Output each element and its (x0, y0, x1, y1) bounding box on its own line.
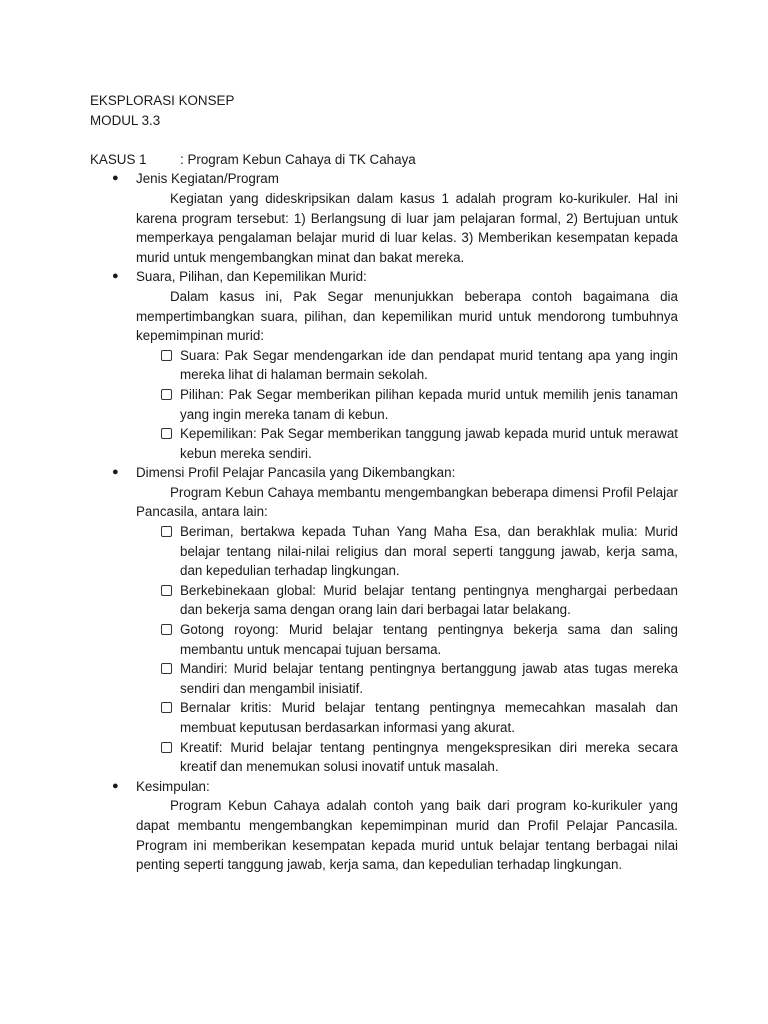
case-title: : Program Kebun Cahaya di TK Cahaya (180, 151, 416, 167)
checkbox-icon (161, 428, 172, 439)
checkbox-list (136, 522, 678, 777)
list-item (136, 424, 678, 463)
checkbox-icon (161, 526, 172, 537)
checkbox-icon (161, 585, 172, 596)
section-title: Suara, Pilihan, dan Kepemilikan Murid: (136, 269, 367, 285)
section-dimensi-profil (90, 463, 678, 777)
bullet-icon: ● (112, 779, 119, 792)
list-item (136, 620, 678, 659)
section-suara-pilihan (90, 267, 678, 463)
case-label: KASUS 1 (90, 151, 147, 167)
list-item (136, 698, 678, 737)
document-body (90, 91, 678, 875)
checkbox-icon (161, 389, 172, 400)
section-paragraph (136, 287, 678, 346)
list-item-text: Beriman, bertakwa kepada Tuhan Yang Maha Esa, dan berakhlak mulia: Murid belajar tentang nilai-nilai religius dan moral seperti tanggung jawab, kerja sama, dan kepedulian terhadap lingkungan. (180, 524, 678, 579)
checkbox-icon (161, 624, 172, 635)
section-paragraph (136, 189, 678, 267)
checkbox-list (136, 346, 678, 464)
paragraph-text: Dalam kasus ini, Pak Segar menunjukkan beberapa contoh bagaimana dia mempertimbangkan suara, pilihan, dan kepemilikan murid untuk mendorong tumbuhnya kepemimpinan murid: (136, 288, 678, 344)
section-paragraph (136, 483, 678, 522)
section-kesimpulan (90, 777, 678, 797)
section-jenis-kegiatan (90, 169, 678, 267)
section-title: Kesimpulan: (136, 778, 210, 794)
bullet-icon: ● (112, 270, 119, 283)
list-item-text: Gotong royong: Murid belajar tentang pentingnya bekerja sama dan saling membantu untuk mencapai tujuan bersama. (180, 622, 678, 657)
section-title: Dimensi Profil Pelajar Pancasila yang Dikembangkan: (136, 465, 456, 481)
list-item (136, 522, 678, 581)
list-item-text: Mandiri: Murid belajar tentang pentingnya bertanggung jawab atas tugas mereka sendiri dan mengambil inisiatif. (180, 661, 678, 696)
list-item (136, 385, 678, 424)
checkbox-icon (161, 350, 172, 361)
conclusion-paragraph (90, 796, 678, 874)
module-label: MODUL 3.3 (90, 112, 161, 128)
checkbox-icon (161, 702, 172, 713)
case-heading (90, 150, 678, 170)
document-title: EKSPLORASI KONSEP (90, 93, 235, 108)
paragraph-text: Kegiatan yang dideskripsikan dalam kasus 1 adalah program ko-kurikuler. Hal ini karena program tersebut: 1) Berlangsung di luar jam pelajaran formal, 2) Bertujuan untuk memperkaya pengalaman belajar murid di luar kelas. 3) Memberikan kesempatan kepada murid untuk mengembangkan minat dan bakat mereka. (136, 190, 678, 265)
bullet-icon: ● (112, 466, 119, 479)
checkbox-icon (161, 742, 172, 753)
list-item (136, 581, 678, 620)
list-item (136, 738, 678, 777)
checkbox-icon (161, 663, 172, 674)
paragraph-text: Program Kebun Cahaya membantu mengembangkan beberapa dimensi Profil Pelajar Pancasila, antara lain: (136, 484, 678, 520)
list-item-text: Kepemilikan: Pak Segar memberikan tanggung jawab kepada murid untuk merawat kebun mereka sendiri. (180, 426, 678, 461)
blank-line (90, 130, 678, 150)
paragraph-text: Program Kebun Cahaya adalah contoh yang baik dari program ko-kurikuler yang dapat membantu mengembangkan kepemimpinan murid dan Profil Pelajar Pancasila. Program ini memberikan kesempatan kepada murid untuk belajar tentang berbagai nilai penting seperti tanggung jawab, kerja sama, dan kepedulian terhadap lingkungan. (136, 798, 678, 873)
section-title: Jenis Kegiatan/Program (136, 171, 279, 187)
list-item-text: Bernalar kritis: Murid belajar tentang pentingnya memecahkan masalah dan membuat keputusan berdasarkan informasi yang akurat. (180, 700, 678, 735)
list-item-text: Kreatif: Murid belajar tentang pentingnya mengekspresikan diri mereka secara kreatif dan menemukan solusi inovatif untuk masalah. (180, 739, 678, 775)
list-item-text: Pilihan: Pak Segar memberikan pilihan kepada murid untuk memilih jenis tanaman yang ingin mereka tanam di kebun. (180, 386, 678, 422)
bullet-icon: ● (112, 172, 119, 185)
list-item-text: Berkebinekaan global: Murid belajar tentang pentingnya menghargai perbedaan dan bekerja sama dengan orang lain dari berbagai latar belakang. (180, 582, 678, 618)
list-item (136, 346, 678, 385)
list-item (136, 659, 678, 698)
list-item-text: Suara: Pak Segar mendengarkan ide dan pendapat murid tentang apa yang ingin mereka lihat di halaman bermain sekolah. (180, 347, 678, 383)
